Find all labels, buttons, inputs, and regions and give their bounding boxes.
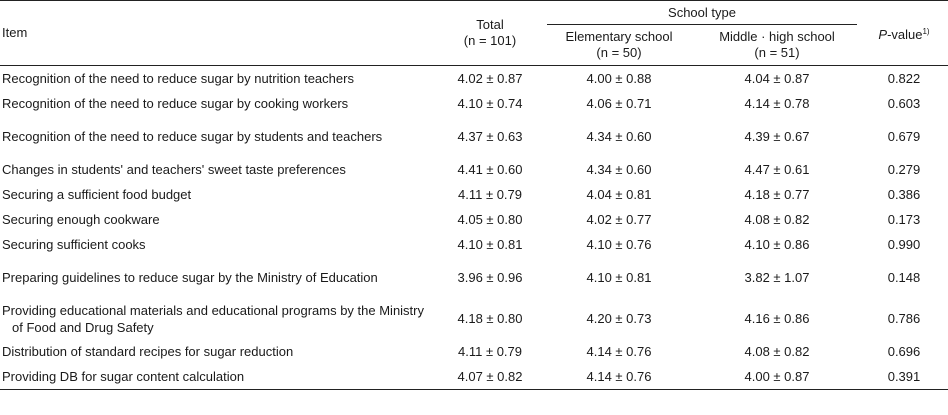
row-p-value: 0.391 <box>860 364 948 390</box>
table-row <box>0 207 948 232</box>
table-row <box>0 116 948 157</box>
table-row <box>0 257 948 298</box>
table-row <box>0 66 948 92</box>
table-row <box>0 364 948 390</box>
row-elementary: 4.04 ± 0.81 <box>586 187 652 202</box>
row-p-value: 0.386 <box>887 187 921 202</box>
header-total-n: (n = 101) <box>463 33 517 48</box>
row-middle-high: 4.47 ± 0.61 <box>744 162 810 177</box>
header-elementary-n: (n = 50) <box>596 45 642 60</box>
header-middle-high <box>694 25 860 66</box>
row-elementary: 4.34 ± 0.60 <box>586 162 652 177</box>
row-middle-high: 4.08 ± 0.82 <box>744 212 810 227</box>
row-elementary: 4.06 ± 0.71 <box>586 96 652 111</box>
row-item: Recognition of the need to reduce sugar by students and teachers <box>2 129 383 144</box>
row-middle-high: 4.10 ± 0.86 <box>744 237 810 252</box>
row-p-value: 0.822 <box>887 71 921 86</box>
table-row <box>0 157 948 182</box>
row-item: Distribution of standard recipes for sugar reduction <box>2 344 294 359</box>
row-item: Changes in students' and teachers' sweet taste preferences <box>2 162 346 177</box>
row-item: Preparing guidelines to reduce sugar by the Ministry of Education <box>2 270 378 285</box>
row-item: Recognition of the need to reduce sugar by nutrition teachers <box>2 71 354 86</box>
header-p-italic: P <box>878 26 888 42</box>
row-total: 4.41 ± 0.60 <box>457 162 523 177</box>
row-item: Recognition of the need to reduce sugar by cooking workers <box>2 96 349 111</box>
header-p-footnote: 1) <box>922 26 930 36</box>
header-total-label: Total <box>476 17 504 32</box>
row-elementary: 4.14 ± 0.76 <box>586 344 652 359</box>
row-item: Securing enough cookware <box>2 212 160 227</box>
table-row <box>0 232 948 257</box>
header-p-rest: -value <box>887 26 923 42</box>
row-total: 3.96 ± 0.96 <box>457 270 523 285</box>
row-total: 4.37 ± 0.63 <box>457 129 523 144</box>
row-p-value: 0.696 <box>887 344 921 359</box>
row-total: 4.10 ± 0.74 <box>457 96 523 111</box>
table-row <box>0 339 948 364</box>
row-middle-high: 4.14 ± 0.78 <box>744 96 810 111</box>
row-p-value: 0.279 <box>887 162 921 177</box>
table-row <box>0 298 948 339</box>
header-school-type-rule <box>547 24 857 25</box>
row-middle-high: 4.00 ± 0.87 <box>694 364 860 390</box>
table-row <box>0 182 948 207</box>
row-total: 4.02 ± 0.87 <box>457 71 523 86</box>
header-school-type <box>544 1 860 26</box>
row-elementary: 4.00 ± 0.88 <box>586 71 652 86</box>
header-total <box>436 1 544 66</box>
header-item: Item <box>0 1 436 66</box>
header-p-value <box>860 1 948 66</box>
row-item: Providing educational materials and educational programs by the Ministry of Food and Drug Safety <box>2 302 424 335</box>
row-elementary: 4.14 ± 0.76 <box>544 364 694 390</box>
row-middle-high: 3.82 ± 1.07 <box>744 270 810 285</box>
header-school-type-label: School type <box>668 5 736 20</box>
row-item: Providing DB for sugar content calculation <box>0 364 436 390</box>
row-elementary: 4.02 ± 0.77 <box>586 212 652 227</box>
row-elementary: 4.34 ± 0.60 <box>586 129 652 144</box>
header-middle-high-label: Middle · high school <box>719 29 835 44</box>
row-middle-high: 4.39 ± 0.67 <box>744 129 810 144</box>
row-p-value: 0.148 <box>887 270 921 285</box>
row-total: 4.11 ± 0.79 <box>458 187 522 202</box>
header-middle-high-n: (n = 51) <box>754 45 800 60</box>
row-middle-high: 4.18 ± 0.77 <box>744 187 810 202</box>
row-p-value: 0.679 <box>887 129 921 144</box>
row-middle-high: 4.04 ± 0.87 <box>744 71 810 86</box>
row-item: Securing sufficient cooks <box>2 237 146 252</box>
row-total: 4.10 ± 0.81 <box>457 237 523 252</box>
header-row-1 <box>0 1 948 26</box>
header-elementary-label: Elementary school <box>565 29 673 44</box>
row-total: 4.07 ± 0.82 <box>436 364 544 390</box>
row-elementary: 4.10 ± 0.76 <box>586 237 652 252</box>
header-elementary <box>544 25 694 66</box>
row-total: 4.18 ± 0.80 <box>457 311 523 326</box>
row-p-value: 0.990 <box>887 237 921 252</box>
row-elementary: 4.20 ± 0.73 <box>586 311 652 326</box>
row-middle-high: 4.08 ± 0.82 <box>744 344 810 359</box>
row-elementary: 4.10 ± 0.81 <box>586 270 652 285</box>
row-total: 4.05 ± 0.80 <box>457 212 523 227</box>
row-total: 4.11 ± 0.79 <box>458 344 522 359</box>
row-p-value: 0.786 <box>887 311 921 326</box>
row-p-value: 0.603 <box>887 96 921 111</box>
table-row <box>0 91 948 116</box>
row-p-value: 0.173 <box>887 212 921 227</box>
row-middle-high: 4.16 ± 0.86 <box>744 311 810 326</box>
row-item: Securing a sufficient food budget <box>2 187 192 202</box>
